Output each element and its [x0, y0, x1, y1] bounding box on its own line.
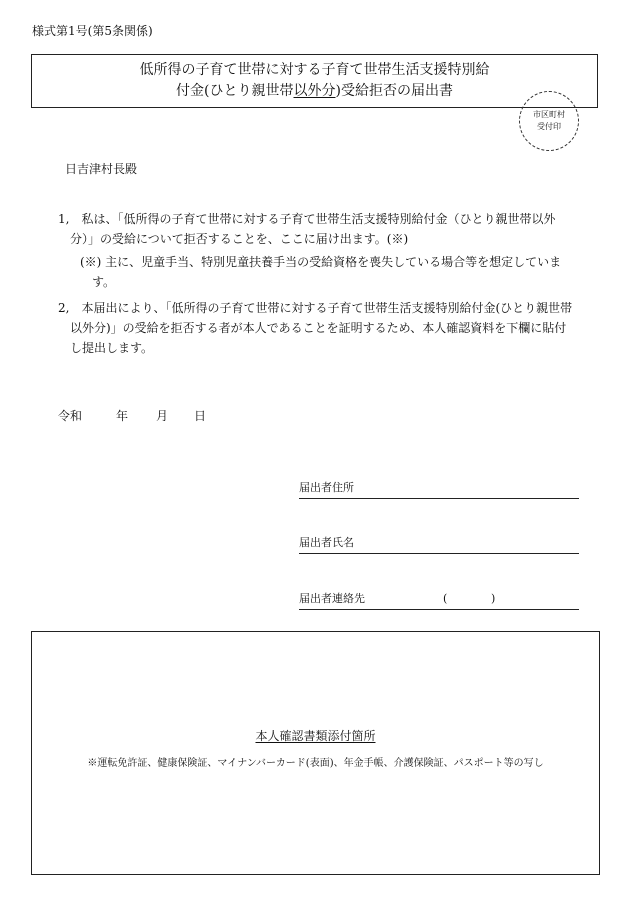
title-underlined-text: 以外分	[293, 83, 336, 99]
address-field[interactable]	[299, 480, 579, 499]
date-line	[58, 407, 206, 424]
paragraph-1-note-text: (※) 主に、児童手当、特別児童扶養手当の受給資格を喪失している場合等を想定しています。	[80, 255, 562, 289]
title-line-2	[176, 81, 453, 102]
paragraph-1-text: 1, 私は、「低所得の子育て世帯に対する子育て世帯生活支援特別給付金（ひとり親世帯以外分）」の受給について拒否することを、ここに届け出ます。(※)	[58, 212, 556, 246]
contact-paren-close: )	[491, 592, 496, 605]
attachment-title-text: 本人確認書類添付箇所	[255, 729, 376, 743]
title-line-2-start: 付金(ひとり親世帯	[176, 83, 294, 99]
title-line-1: 低所得の子育て世帯に対する子育て世帯生活支援特別給	[139, 62, 490, 78]
id-document-attachment-box	[31, 631, 600, 875]
paragraph-1	[58, 209, 578, 249]
attachment-note: ※運転免許証、健康保険証、マイナンバーカード(表面)、年金手帳、介護保険証、パスポート等の写し	[87, 758, 544, 769]
contact-paren-open: (	[443, 592, 448, 605]
reception-stamp-area	[519, 91, 579, 151]
name-field[interactable]	[299, 535, 579, 554]
date-month: 月	[156, 409, 169, 423]
date-year: 年	[116, 409, 129, 423]
address-label: 届出者住所	[299, 481, 354, 494]
paragraph-2	[58, 298, 578, 358]
name-label: 届出者氏名	[299, 536, 354, 549]
addressee: 日吉津村長殿	[65, 162, 138, 176]
contact-field[interactable]	[299, 591, 579, 610]
document-title	[31, 54, 598, 108]
contact-label: 届出者連絡先	[299, 592, 365, 605]
date-day: 日	[194, 409, 207, 423]
attachment-title	[32, 727, 599, 744]
form-number: 様式第1号(第5条関係)	[32, 24, 153, 38]
stamp-line-2: 受付印	[537, 122, 561, 131]
date-era: 令和	[58, 409, 83, 423]
stamp-line-1: 市区町村	[533, 110, 565, 119]
paragraph-2-text: 2, 本届出により、「低所得の子育て世帯に対する子育て世帯生活支援特別給付金(ひとり親世帯以外分)」の受給を拒否する者が本人であることを証明するため、本人確認資料を下欄に貼付し提出します。	[58, 301, 573, 355]
paragraph-1-note	[80, 252, 576, 292]
title-line-2-end: )受給拒否の届出書	[335, 83, 453, 99]
